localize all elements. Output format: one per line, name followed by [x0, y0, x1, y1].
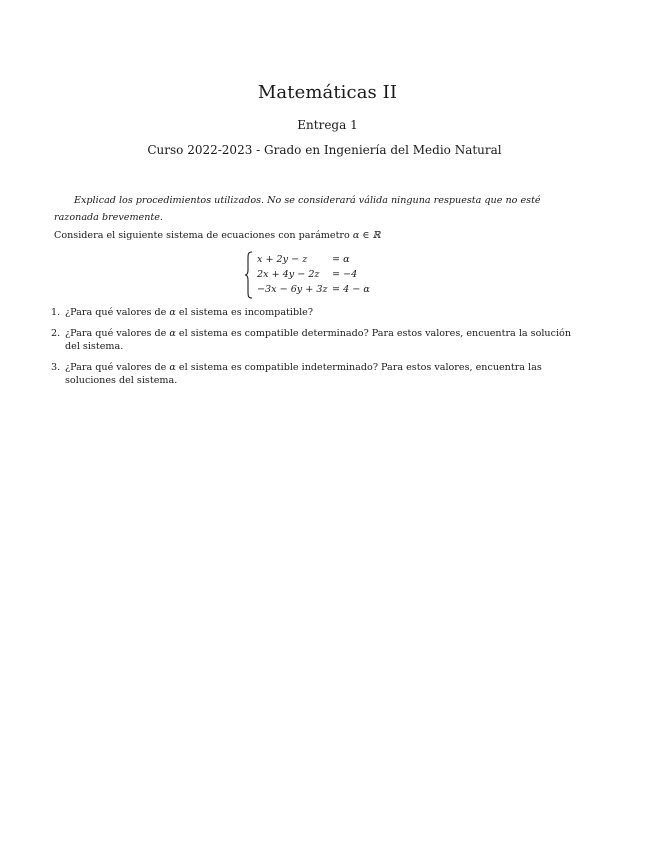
question-text-after: el sistema es compatible indeterminado? Para estos valores, encuentra las soluciones del sistema.	[65, 362, 542, 386]
equation-rhs: = α	[332, 254, 350, 265]
question-item	[45, 327, 580, 353]
question-text-before: ¿Para qué valores de	[65, 307, 170, 318]
intro-math: α ∈ ℝ	[352, 230, 381, 241]
question-math: α	[169, 307, 176, 318]
equation-lhs: −3x − 6y + 3z	[257, 284, 328, 295]
instructions-paragraph: Explicad los procedimientos utilizados. No se considerará válida ninguna respuesta que no esté razonada brevemente.	[54, 195, 541, 223]
question-item	[45, 361, 580, 387]
question-math: α	[169, 362, 176, 373]
intro-paragraph	[54, 227, 576, 244]
question-number: 1.	[51, 307, 61, 318]
left-brace-icon	[244, 251, 254, 299]
intro-text: Considera el siguiente sistema de ecuaciones con parámetro	[54, 230, 353, 241]
question-number: 3.	[51, 362, 61, 373]
equation-lhs: x + 2y − z	[257, 254, 308, 265]
equation-system	[244, 251, 394, 299]
equation-lhs: 2x + 4y − 2z	[257, 269, 320, 280]
equation-rhs: = −4	[332, 269, 358, 280]
question-text-before: ¿Para qué valores de	[65, 328, 170, 339]
equation-row	[257, 268, 357, 282]
equation-row	[257, 253, 350, 267]
equation-rhs: = 4 − α	[332, 284, 370, 295]
equation-row	[257, 283, 370, 297]
question-math: α	[169, 328, 176, 339]
course-line: Curso 2022-2023 - Grado en Ingeniería del Medio Natural	[147, 143, 502, 157]
question-number: 2.	[51, 328, 61, 339]
document-subtitle: Entrega 1	[297, 118, 358, 132]
question-text-before: ¿Para qué valores de	[65, 362, 170, 373]
question-item	[45, 306, 580, 319]
questions-list	[45, 306, 580, 395]
question-text-after: el sistema es incompatible?	[175, 307, 313, 318]
question-text-after: el sistema es compatible determinado? Para estos valores, encuentra la solución del sistema.	[65, 328, 571, 352]
document-title: Matemáticas II	[257, 82, 398, 103]
